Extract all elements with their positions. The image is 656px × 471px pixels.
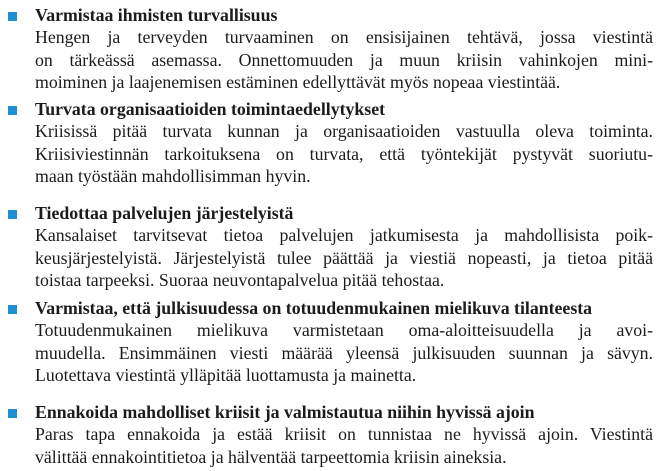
- body-line: muudella. Ensimmäinen viesti määrää yleensä julkisuuden suunnan ja sävyn.: [35, 343, 653, 363]
- square-bullet-icon: [8, 210, 17, 219]
- body-line: Hengen ja terveyden turvaaminen on ensisijainen tehtävä, jossa viestintä: [35, 27, 653, 47]
- section-heading: Varmistaa ihmisten turvallisuus: [35, 5, 278, 25]
- body-line: Totuudenmukainen mielikuva varmistetaan oma-aloitteisuudella ja avoi-: [35, 320, 653, 340]
- square-bullet-icon: [8, 12, 17, 21]
- body-line: maan työstään mahdollisimman hyvin.: [35, 166, 311, 186]
- body-line: välittää ennakointitietoa ja hälventää tarpeettomia kriisin aineksia.: [35, 447, 507, 467]
- body-line: Luotettava viestintä ylläpitää luottamusta ja mainetta.: [35, 365, 417, 385]
- section-heading: Varmistaa, että julkisuudessa on totuudenmukainen mielikuva tilanteesta: [35, 298, 593, 318]
- section-heading: Turvata organisaatioiden toimintaedellytykset: [35, 99, 386, 119]
- body-line: Kansalaiset tarvitsevat tietoa palvelujen jatkumisesta ja mahdollisista poik-: [35, 225, 653, 245]
- body-line: moiminen ja laajenemisen estäminen edellyttävät myös nopeaa viestintää.: [35, 72, 561, 92]
- section-heading: Tiedottaa palvelujen järjestelyistä: [35, 203, 294, 223]
- square-bullet-icon: [8, 409, 17, 418]
- body-line: keusjärjestelyistä. Järjestelyistä tulee päättää ja viestiä nopeasti, ja tietoa pitää: [35, 248, 653, 268]
- body-line: toistaa tarpeeksi. Suoraa neuvontapalvelua pitää tehostaa.: [35, 270, 445, 290]
- square-bullet-icon: [8, 305, 17, 314]
- body-line: Paras tapa ennakoida ja estää kriisit on tunnistaa ne hyvissä ajoin. Viestintä: [35, 424, 653, 444]
- body-line: Kriisissä pitää turvata kunnan ja organisaatioiden vastuulla oleva toiminta.: [35, 121, 653, 141]
- body-line: Kriisiviestinnän tarkoituksena on turvata, että työntekijät pystyvät suoriutu-: [35, 144, 653, 164]
- section-heading: Ennakoida mahdolliset kriisit ja valmistautua niihin hyvissä ajoin: [35, 402, 535, 422]
- square-bullet-icon: [8, 106, 17, 115]
- body-line: on tärkeässä asemassa. Onnettomuuden ja muun kriisin vahinkojen mini-: [35, 50, 653, 70]
